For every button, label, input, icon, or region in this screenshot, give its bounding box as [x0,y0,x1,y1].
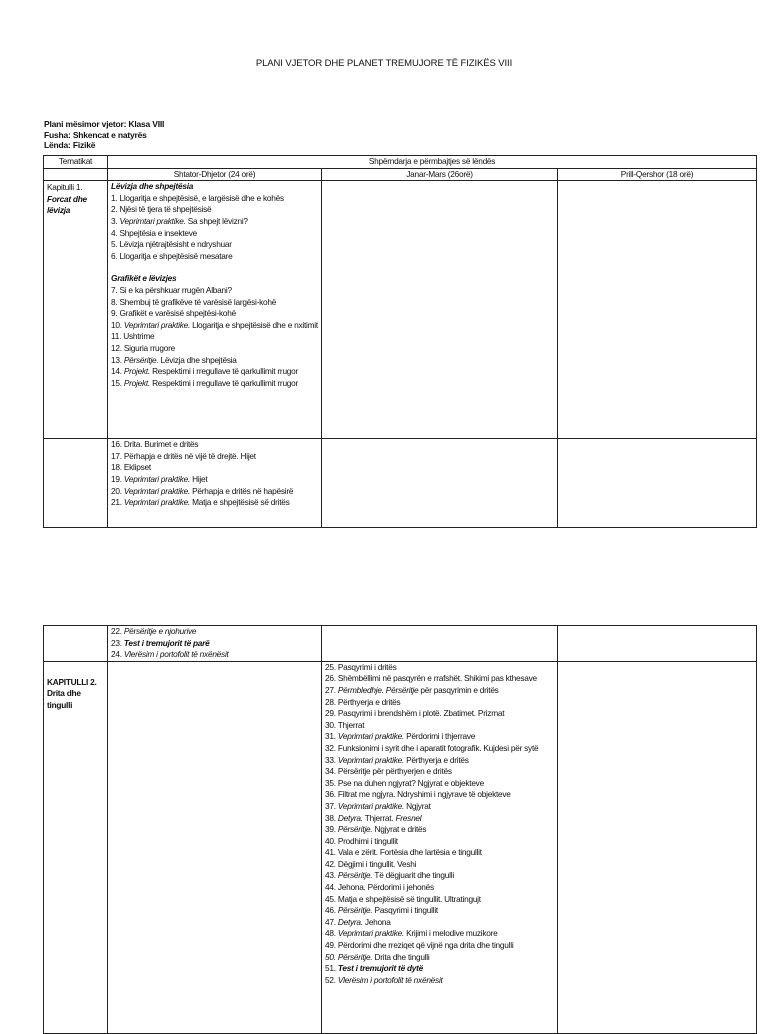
q2-content [322,181,558,439]
list-item: 42. Dëgjimi i tingullit. Veshi [325,858,417,869]
table-row [44,181,757,439]
list-item: 37. Veprimtari praktike. Ngjyrat [325,800,431,811]
header-q1: Shtator-Dhjetor (24 orë) [108,168,322,181]
chapter-label: Kapitulli 1. [47,182,83,193]
q1-content [108,626,322,662]
list-item: 28. Përthyerja e dritës [325,696,401,707]
list-item: 51. Test i tremujorit të dytë [325,963,424,974]
list-item: 36. Filtrat me ngjyra. Ndryshimi i ngjyrave të objekteve [325,789,511,800]
list-item: 10. Veprimtari praktike. Llogaritja e shpejtësisë dhe e nxitimit [111,319,318,330]
list-item: 17. Përhapja e dritës në vijë të drejtë. Hijet [111,450,256,461]
list-item: 19. Veprimtari praktike. Hijet [111,473,208,484]
list-item: 23. Test i tremujorit të parë [111,637,210,648]
list-item: 21. Veprimtari praktike. Matja e shpejtësisë së dritës [111,497,290,508]
list-item: 44. Jehona. Përdorimi i jehonës [325,882,434,893]
list-item: 3. Veprimtari praktike. Sa shpejt lëvizni? [111,215,248,226]
header-distribution: Shpërndarja e përmbajtjes së lëndës [108,156,757,169]
list-item: 32. Funksionimi i syrit dhe i aparatit fotografik. Kujdesi për sytë [325,742,539,753]
list-item: 48. Veprimtari praktike. Krijimi i melodive muzikore [325,928,498,939]
list-item: 49. Përdorimi dhe rreziqet që vijnë nga drita dhe tingulli [325,940,514,951]
q2-content [322,439,558,528]
header-empty [44,168,108,181]
q2-content [322,626,558,662]
list-item: 35. Pse na duhen ngjyrat? Ngjyrat e objekteve [325,777,484,788]
list-item: 52. Vlerësim i portofolit të nxënësit [325,974,443,985]
list-item: 27. Përmbledhje. Përsëritje për pasqyrimin e dritës [325,684,499,695]
chapter-cell [44,626,108,662]
list-item: 7. Si e ka përshkuar rrugën Albani? [111,284,232,295]
plan-table-page1 [43,155,757,528]
table-row [44,626,757,662]
list-item: 4. Shpejtësia e insekteve [111,227,197,238]
list-item: 14. Projekt. Respektimi i rregullave të qarkullimit rrugor [111,366,299,377]
header-row-periods [44,168,757,181]
list-item: 26. Shëmbëllimi në pasqyrën e rrafshët. Shikimi pas kthesave [325,673,537,684]
chapter-cell [44,661,108,1033]
meta-subject: Lënda: Fizikë [44,140,96,150]
list-item: 12. Siguria rrugore [111,342,175,353]
table-row [44,661,757,1033]
list-item: 46. Përsëritje. Pasqyrimi i tingullit [325,905,438,916]
list-item: 15. Projekt. Respektimi i rregullave të qarkullimit rrugor [111,377,299,388]
list-item: 2. Njësi të tjera të shpejtësisë [111,204,212,215]
list-item: 13. Përsëritje. Lëvizja dhe shpejtësia [111,354,237,365]
document-title: PLANI VJETOR DHE PLANET TREMUJORE TË FIZIKËS VIII [255,58,513,69]
chapter-label: KAPITULLI 2. Drita dhe tingulli [47,676,97,710]
meta-field: Fusha: Shkencat e natyrës [44,129,147,140]
list-item: 8. Shembuj të grafikëve të varësisë largësi-kohë [111,296,277,307]
list-item: 45. Matja e shpejtësisë së tingullit. Ultratingujt [325,893,481,904]
chapter-cell [44,439,108,528]
list-item: 47. Detyra. Jehona [325,916,391,927]
list-item: 9. Grafikët e varësisë shpejtësi-kohë [111,308,236,319]
q1-content [108,439,322,528]
plan-meta [44,119,164,151]
chapter-name: Forcat dhe lëvizja [47,193,87,216]
section-title: Grafikët e lëvizjes [111,273,177,284]
q1-content [108,661,322,1033]
chapter-cell [44,181,108,439]
list-item: 50. Përsëritje. Drita dhe tingulli [325,951,430,962]
list-item: 41. Vala e zërit. Fortësia dhe lartësia e tingullit [325,847,482,858]
list-item: 16. Drita. Burimet e dritës [111,439,199,450]
q3-content [558,661,757,1033]
list-item: 5. Lëvizja njëtrajtësisht e ndryshuar [111,239,232,250]
list-item: 20. Veprimtari praktike. Përhapja e dritës në hapësirë [111,485,294,496]
header-q3: Prill-Qershor (18 orë) [558,168,757,181]
list-item: 18. Eklipset [111,462,151,473]
list-item: 24. Vlerësim i portofolit të nxënësit [111,649,229,660]
section-title: Lëvizja dhe shpejtësia [111,181,194,192]
list-item: 22. Përsëritje e njohurive [111,626,197,636]
q1-content [108,181,322,439]
table-row [44,439,757,528]
header-q2: Janar-Mars (26orë) [322,168,558,181]
list-item: 25. Pasqyrimi i dritës [325,661,397,672]
meta-plan: Plani mësimor vjetor: Klasa VIII [44,119,165,129]
header-row-top [44,156,757,169]
header-topics: Tematikat [44,156,108,169]
q3-content [558,181,757,439]
plan-table-page2 [43,625,757,1034]
list-item: 31. Veprimtari praktike. Përdorimi i thjerrave [325,731,476,742]
q3-content [558,439,757,528]
list-item: 29. Pasqyrimi i brendshëm i plotë. Zbatimet. Prizmat [325,708,505,719]
list-item: 30. Thjerrat [325,719,365,730]
q2-content [322,661,558,1033]
list-item: 11. Ushtrime [111,331,155,342]
list-item: 1. Llogaritja e shpejtësisë, e largësisë dhe e kohës [111,192,284,203]
q3-content [558,626,757,662]
list-item: 39. Përsëritje. Ngjyrat e dritës [325,824,427,835]
list-item: 38. Detyra. Thjerrat. Fresnel [325,812,422,823]
list-item: 33. Veprimtari praktike. Përthyerja e dritës [325,754,469,765]
list-item: 43. Përsëritje. Të dëgjuarit dhe tingulli [325,870,454,881]
list-item: 40. Prodhimi i tingullit [325,835,398,846]
list-item: 34. Përsëritje për përthyerjen e dritës [325,766,452,777]
list-item: 6. Llogaritja e shpejtësisë mesatare [111,250,233,261]
